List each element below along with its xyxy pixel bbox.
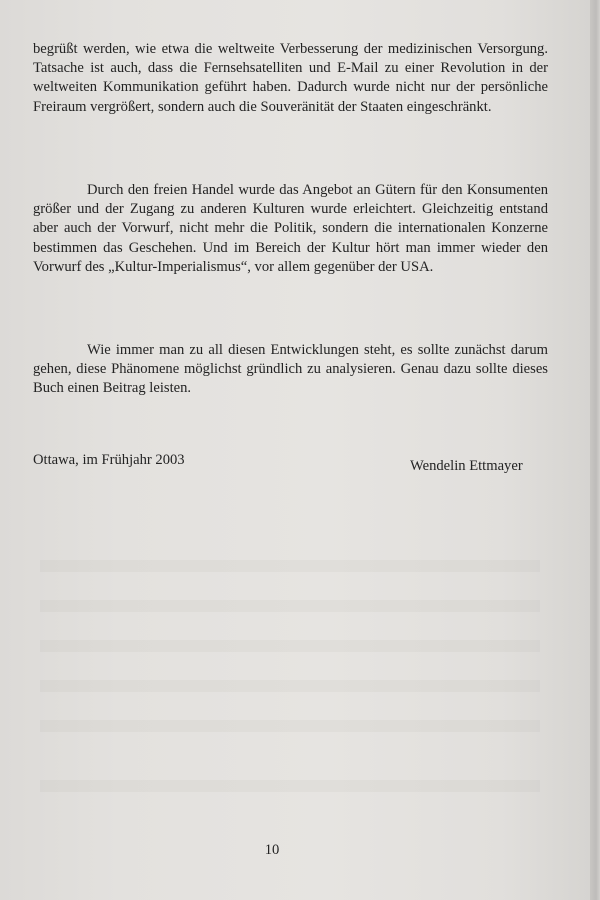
body-paragraph-3: [33, 341, 548, 399]
place-date: Ottawa, im Frühjahr 2003: [33, 452, 185, 468]
show-through-line: [40, 560, 540, 572]
paragraph-text: Durch den freien Handel wurde das Angebot an Gütern für den Konsumenten größer und der Zugang zu anderen Kulturen wurde erleichtert. Gleichzeitig entstand aber auch der Vorwurf, nicht mehr die Politik, sondern die internationalen Konzerne bestimmen das Geschehen. Und im Bereich der Kultur hört man immer wieder den Vorwurf des „Kultur-Imperialismus“, vor allem gegenüber der USA.: [33, 182, 548, 275]
paragraph-text: Wie immer man zu all diesen Entwicklungen steht, es sollte zunächst darum gehen, diese Phänomene möglichst gründlich zu analysieren. Genau dazu sollte dieses Buch einen Beitrag leisten.: [33, 342, 548, 397]
body-paragraph-1: [33, 40, 548, 117]
body-paragraph-2: [33, 181, 548, 277]
show-through-line: [40, 720, 540, 732]
show-through-line: [40, 680, 540, 692]
show-through-line: [40, 600, 540, 612]
page-edge: [590, 0, 600, 900]
page-number: 10: [264, 842, 280, 858]
show-through-line: [40, 780, 540, 792]
author-name: Wendelin Ettmayer: [410, 458, 523, 474]
show-through-line: [40, 640, 540, 652]
paragraph-text: begrüßt werden, wie etwa die weltweite Verbesserung der medizinischen Versorgung. Tatsache ist auch, dass die Fernsehsatelliten und E-Mail zu einer Revolution in der weltweiten Kommunikation geführt haben. Dadurch wurde nicht nur der persönliche Freiraum vergrößert, sondern auch die Souveränität der Staaten eingeschränkt.: [33, 41, 548, 115]
